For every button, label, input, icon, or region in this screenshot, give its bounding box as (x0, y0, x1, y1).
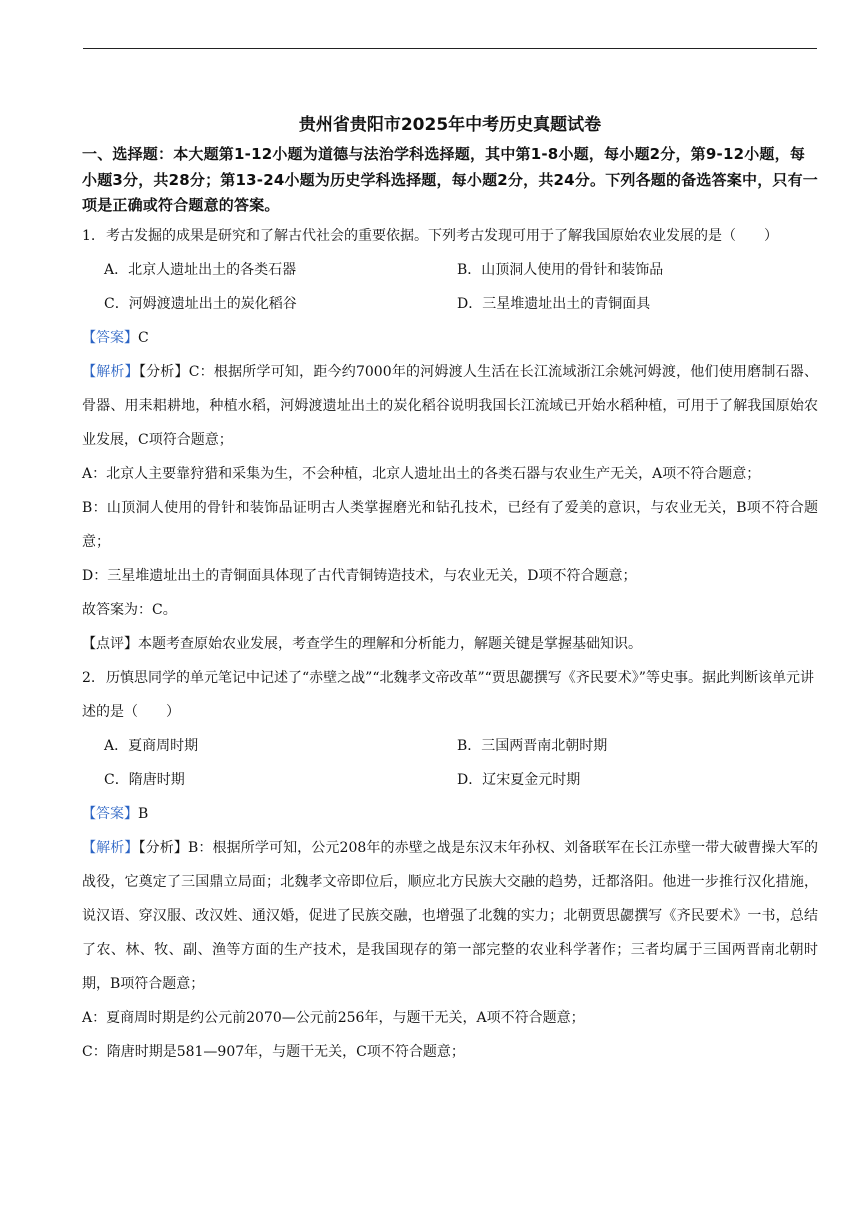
analysis-paragraph: D：三星堆遗址出土的青铜面具体现了古代青铜铸造技术，与农业无关，D项不符合题意； (82, 567, 637, 584)
option-c: C．隋唐时期 (104, 771, 185, 788)
option-a: A．北京人遗址出土的各类石器 (104, 261, 297, 278)
answer-tag: 【答案】 (82, 329, 138, 346)
options-grid (82, 729, 818, 797)
question-stem (82, 661, 818, 729)
option-c: C．河姆渡遗址出土的炭化稻谷 (104, 295, 297, 312)
option-d: D．辽宋夏金元时期 (457, 771, 581, 788)
answer-value: C (138, 329, 149, 346)
comment-tag: 【点评】 (82, 635, 138, 652)
option-b: B．山顶洞人使用的骨针和装饰品 (457, 261, 664, 278)
question-text: 考古发掘的成果是研究和了解古代社会的重要依据。下列考古发现可用于了解我国原始农业发展的是（ ） (106, 227, 778, 244)
question-stem (82, 219, 818, 253)
answer-line (82, 321, 818, 355)
option-d: D．三星堆遗址出土的青铜面具 (457, 295, 651, 312)
analysis-paragraph (82, 831, 818, 1001)
analysis-paragraph: C：隋唐时期是581—907年，与题干无关，C项不符合题意； (82, 1043, 465, 1060)
comment-paragraph (82, 627, 818, 661)
question-2 (82, 661, 818, 1069)
comment-text: 本题考查原始农业发展，考查学生的理解和分析能力，解题关键是掌握基础知识。 (138, 635, 642, 652)
analysis-paragraph: A：北京人主要靠狩猎和采集为生，不会种植，北京人遗址出土的各类石器与农业生产无关，A项不符合题意； (82, 465, 761, 482)
analysis-paragraph: A：夏商周时期是约公元前2070—公元前256年，与题干无关，A项不符合题意； (82, 1009, 585, 1026)
document-body (82, 110, 818, 1069)
analysis-text: 【分析】C：根据所学可知，距今约7000年的河姆渡人生活在长江流域浙江余姚河姆渡，他们使用磨制石器、骨器、用耒耜耕地，种植水稻，河姆渡遗址出土的炭化稻谷说明我国长江流域已开始水稻种植，可用于了解我国原始农业发展，C项符合题意； (82, 363, 819, 448)
page-title: 贵州省贵阳市2025年中考历史真题试卷 (298, 115, 602, 135)
options-grid (82, 253, 818, 321)
header-rule (83, 48, 817, 49)
question-number: 1. (82, 227, 96, 244)
answer-value: B (138, 805, 149, 822)
analysis-paragraph (82, 355, 818, 457)
option-b: B．三国两晋南北朝时期 (457, 737, 608, 754)
analysis-tag: 【解析】 (82, 363, 139, 380)
answer-tag: 【答案】 (82, 805, 138, 822)
question-1 (82, 219, 818, 661)
analysis-paragraph: 故答案为：C。 (82, 601, 177, 618)
analysis-tag: 【解析】 (82, 839, 139, 856)
question-text: 历慎思同学的单元笔记中记述了“赤壁之战”“北魏孝文帝改革”“贾思勰撰写《齐民要术》”等史事。据此判断该单元讲述的是（ ） (82, 669, 814, 720)
question-number: 2. (82, 669, 96, 686)
analysis-paragraph: B：山顶洞人使用的骨针和装饰品证明古人类掌握磨光和钻孔技术，已经有了爱美的意识，与农业无关，B项不符合题意； (82, 499, 818, 550)
answer-line (82, 797, 818, 831)
option-a: A．夏商周时期 (104, 737, 199, 754)
analysis-text: 【分析】B：根据所学可知，公元208年的赤壁之战是东汉末年孙权、刘备联军在长江赤壁一带大破曹操大军的战役，它奠定了三国鼎立局面；北魏孝文帝即位后，顺应北方民族大交融的趋势，迁都洛阳。他进一步推行汉化措施，说汉语、穿汉服、改汉姓、通汉婚，促进了民族交融，也增强了北魏的实力；北朝贾思勰撰写《齐民要术》一书，总结了农、林、牧、副、渔等方面的生产技术，是我国现存的第一部完整的农业科学著作；三者均属于三国两晋南北朝时期，B项符合题意； (82, 839, 819, 992)
section-heading: 一、选择题：本大题第1-12小题为道德与法治学科选择题，其中第1-8小题，每小题2分，第9-12小题，每小题3分，共28分；第13-24小题为历史学科选择题，每小题2分，共24分。下列各题的备选答案中，只有一项是正确或符合题意的答案。 (82, 145, 818, 214)
